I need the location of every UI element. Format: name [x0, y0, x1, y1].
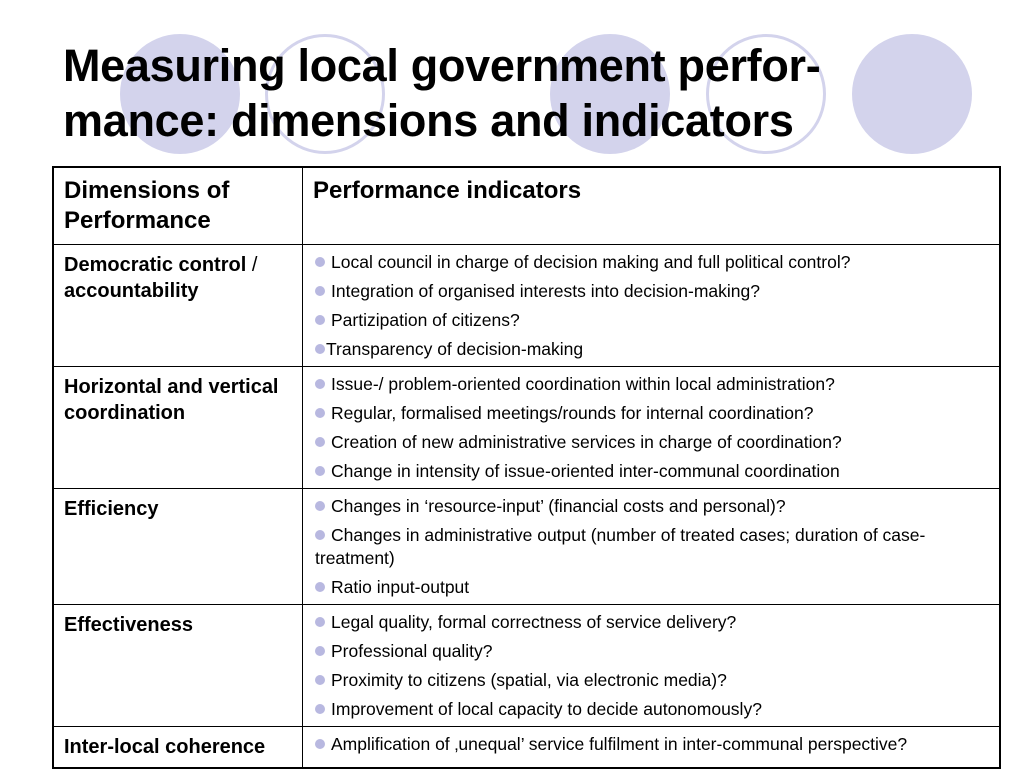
list-item	[315, 669, 989, 692]
indicator-text: Legal quality, formal correctness of service delivery?	[331, 612, 737, 632]
indicator-text: Professional quality?	[331, 641, 493, 661]
dimension-cell: Inter-local coherence	[53, 727, 303, 769]
dimension-cell: Horizontal and vertical coordination	[53, 367, 303, 489]
table-row	[53, 489, 1000, 605]
indicator-text: Amplification of ‚unequal’ service fulfilment in inter-communal perspective?	[331, 734, 908, 754]
indicator-text: Changes in ‘resource-input’ (financial costs and personal)?	[331, 496, 786, 516]
bullet-icon	[315, 379, 325, 389]
list-item	[315, 640, 989, 663]
list-item	[315, 698, 989, 721]
indicator-text: Improvement of local capacity to decide autonomously?	[331, 699, 762, 719]
indicator-text: Ratio input-output	[331, 577, 470, 597]
indicator-list	[315, 495, 989, 599]
list-item	[315, 495, 989, 518]
header-indicators: Performance indicators	[303, 167, 1001, 245]
bullet-icon	[315, 501, 325, 511]
bullet-icon	[315, 257, 325, 267]
bullet-icon	[315, 286, 325, 296]
indicators-cell	[303, 367, 1001, 489]
indicator-text: Changes in administrative output (number of treated cases; duration of case-treatment)	[315, 525, 926, 568]
dimension-cell: Effectiveness	[53, 605, 303, 727]
bullet-icon	[315, 530, 325, 540]
table-row	[53, 245, 1000, 367]
list-item	[315, 251, 989, 274]
dimension-cell: Efficiency	[53, 489, 303, 605]
indicators-cell	[303, 727, 1001, 769]
list-item	[315, 280, 989, 303]
indicator-list	[315, 733, 989, 756]
indicator-list	[315, 373, 989, 483]
list-item	[315, 431, 989, 454]
table-row	[53, 367, 1000, 489]
indicators-cell	[303, 489, 1001, 605]
indicator-text: Issue-/ problem-oriented coordination within local administration?	[331, 374, 835, 394]
list-item	[315, 373, 989, 396]
header-dimensions: Dimensions of Performance	[53, 167, 303, 245]
indicator-list	[315, 611, 989, 721]
bullet-icon	[315, 739, 325, 749]
bullet-icon	[315, 617, 325, 627]
indicator-text: Change in intensity of issue-oriented inter-communal coordination	[331, 461, 840, 481]
list-item	[315, 524, 989, 570]
performance-table	[52, 166, 1001, 769]
indicator-text: Partizipation of citizens?	[331, 310, 520, 330]
slide-title-line-1: Measuring local government perfor-	[63, 40, 821, 91]
list-item	[315, 611, 989, 634]
indicator-text: Transparency of decision-making	[326, 339, 584, 359]
indicator-text: Creation of new administrative services in charge of coordination?	[331, 432, 842, 452]
indicator-text: Proximity to citizens (spatial, via electronic media)?	[331, 670, 727, 690]
list-item	[315, 460, 989, 483]
indicator-text: Integration of organised interests into decision-making?	[331, 281, 760, 301]
dimension-separator: /	[246, 254, 258, 276]
bullet-icon	[315, 315, 325, 325]
bullet-icon	[315, 704, 325, 714]
list-item	[315, 576, 989, 599]
indicators-cell	[303, 605, 1001, 727]
bullet-icon	[315, 408, 325, 418]
dimension-label: accountability	[64, 280, 199, 302]
indicator-text: Local council in charge of decision making and full political control?	[331, 252, 851, 272]
dimension-label: Democratic control	[64, 254, 247, 276]
bullet-icon	[315, 437, 325, 447]
bullet-icon	[315, 344, 325, 354]
list-item	[315, 338, 989, 361]
slide-title-line-2: mance: dimensions and indicators	[63, 95, 794, 146]
decor-circle	[852, 34, 972, 154]
list-item	[315, 309, 989, 332]
bullet-icon	[315, 646, 325, 656]
list-item	[315, 402, 989, 425]
bullet-icon	[315, 675, 325, 685]
bullet-icon	[315, 466, 325, 476]
table-row	[53, 727, 1000, 769]
table-row	[53, 605, 1000, 727]
indicator-list	[315, 251, 989, 361]
slide-title	[63, 38, 820, 148]
list-item	[315, 733, 989, 756]
table-header-row	[53, 167, 1000, 245]
bullet-icon	[315, 582, 325, 592]
dimension-cell	[53, 245, 303, 367]
indicators-cell	[303, 245, 1001, 367]
indicator-text: Regular, formalised meetings/rounds for internal coordination?	[331, 403, 814, 423]
